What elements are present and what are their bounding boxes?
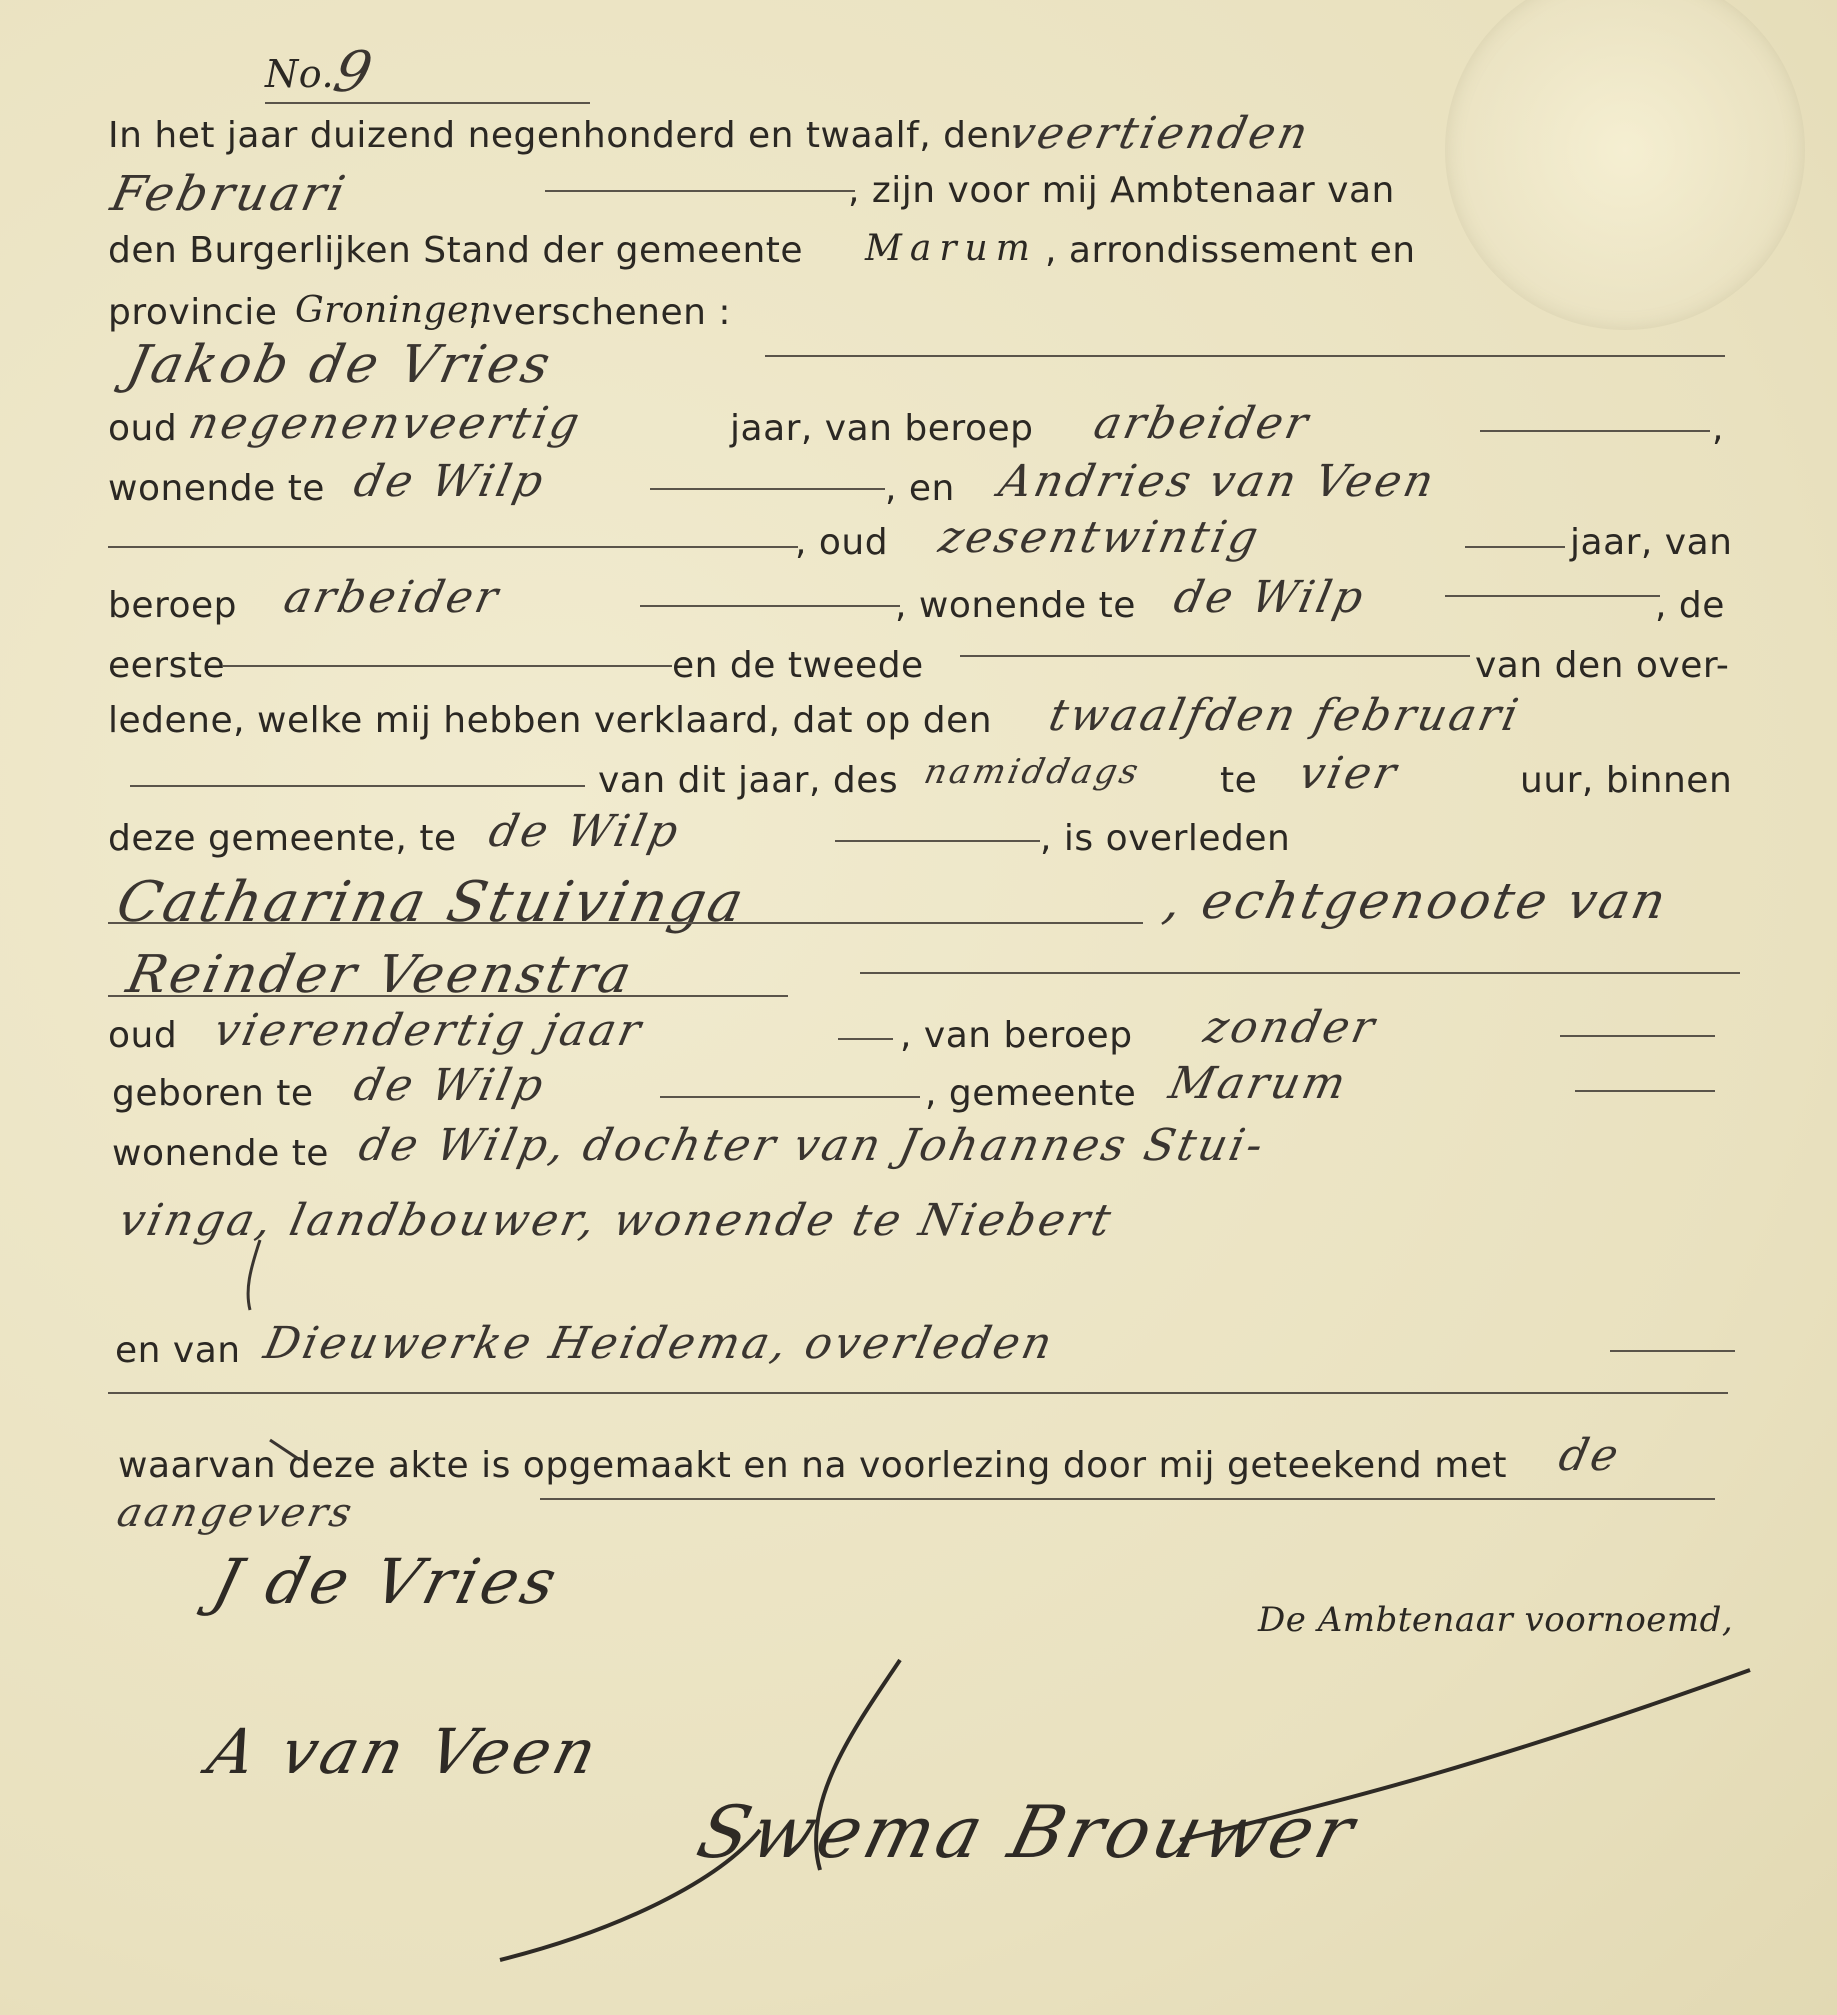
declarant-2-name: Andries van Veen: [994, 456, 1441, 507]
fill-line: [540, 1498, 1715, 1500]
province-name: Groningen: [295, 290, 493, 331]
line-6-text: jaar, van beroep: [730, 408, 1034, 449]
fill-line: [1480, 430, 1710, 432]
uur-label: uur, binnen: [1520, 760, 1733, 801]
fill-line: [650, 488, 885, 490]
father-details: vinga, landbouwer, wonende te Niebert: [114, 1195, 1119, 1246]
fill-line: [130, 785, 585, 787]
embossed-seal: [1445, 0, 1805, 330]
fill-line: [1445, 595, 1660, 597]
jaar-label: jaar, van: [1570, 522, 1733, 563]
oud-label-3: oud: [108, 1015, 178, 1056]
spouse-relation: , echtgenoote van: [1158, 872, 1674, 930]
en-label: , en: [885, 468, 955, 509]
declarant-2-residence: de Wilp: [1169, 572, 1371, 623]
deceased-residence-parents: de Wilp, dochter van Johannes Stui-: [354, 1120, 1271, 1171]
tweede-label: en de tweede: [672, 645, 924, 686]
line-11-text: ledene, welke mij hebben verklaard, dat op den: [108, 700, 993, 741]
record-number-value: 9: [328, 40, 381, 105]
comma: ,: [1712, 408, 1724, 449]
geboren-label: geboren te: [112, 1073, 314, 1114]
line-4-text-b: , verschenen :: [468, 292, 732, 333]
fill-line: [640, 605, 900, 607]
declarant-1-residence: de Wilp: [349, 456, 551, 507]
wonende-label: wonende te: [108, 468, 325, 509]
line-3-text-b: , arrondissement en: [1045, 230, 1416, 271]
line-3-text: den Burgerlijken Stand der gemeente: [108, 230, 804, 271]
signature-andries-van-veen: A van Veen: [200, 1715, 608, 1788]
line-13-text: deze gemeente, te: [108, 818, 457, 859]
eerste-label: eerste: [108, 645, 226, 686]
oud-label-2: , oud: [795, 522, 889, 563]
line-4-text: provincie: [108, 292, 278, 333]
deceased-occupation: zonder: [1199, 1002, 1382, 1053]
spouse-name: Reinder Veenstra: [121, 945, 640, 1005]
declarant-1-name: Jakob de Vries: [121, 335, 558, 395]
deceased-underline: [108, 922, 1143, 924]
fill-line: [222, 665, 672, 667]
birth-place: de Wilp: [349, 1060, 551, 1111]
fill-line: [108, 1392, 1728, 1394]
declarant-2-age: zesentwintig: [934, 512, 1266, 563]
deceased-age: vierendertig jaar: [209, 1005, 649, 1056]
fill-line: [960, 655, 1470, 657]
death-month: Februari: [106, 166, 353, 222]
fill-line: [1575, 1090, 1715, 1092]
deceased-name: Catharina Stuivinga: [111, 870, 752, 935]
mother-details: Dieuwerke Heidema, overleden: [259, 1318, 1060, 1369]
fill-line: [108, 546, 798, 548]
signature-jakob-de-vries: J de Vries: [205, 1545, 568, 1618]
wonende-label-2: , wonende te: [895, 585, 1136, 626]
death-day: veertienden: [1004, 108, 1316, 159]
wonende-label-3: wonende te: [112, 1133, 329, 1174]
number-underline: [265, 102, 590, 104]
line-1-text: In het jaar duizend negenhonderd en twaalf, den: [108, 115, 1013, 156]
municipality-name: Marum: [865, 228, 1038, 269]
hour: vier: [1294, 748, 1404, 799]
fill-line: [545, 190, 855, 192]
fill-line: [1610, 1350, 1735, 1352]
beroep-label: beroep: [108, 585, 238, 626]
en-van-label: en van: [115, 1330, 241, 1371]
fill-line: [108, 995, 788, 997]
declarant-2-occupation: arbeider: [279, 572, 506, 623]
record-number-label: No.: [265, 52, 335, 96]
time-of-day: namiddags: [920, 752, 1145, 792]
fill-line: [765, 355, 1725, 357]
death-place: de Wilp: [484, 806, 686, 857]
over-label: van den over-: [1475, 645, 1730, 686]
oud-label: oud: [108, 408, 178, 449]
official-label: De Ambtenaar voornoemd,: [1258, 1600, 1734, 1640]
fill-line: [838, 1038, 893, 1040]
fill-line: [660, 1096, 920, 1098]
death-date: twaalfden februari: [1044, 690, 1526, 741]
line-12-text: van dit jaar, des: [598, 760, 899, 801]
te-label: te: [1220, 760, 1258, 801]
fill-line: [1560, 1035, 1715, 1037]
gemeente-label: , gemeente: [925, 1073, 1137, 1114]
declarant-1-occupation: arbeider: [1089, 398, 1316, 449]
line-21-text: waarvan deze akte is opgemaakt en na voorlezing door mij geteekend met: [118, 1445, 1508, 1486]
signers: aangevers: [113, 1490, 359, 1536]
de-label: , de: [1655, 585, 1725, 626]
signature-official: Swema Brouwer: [689, 1790, 1366, 1874]
beroep-label-2: , van beroep: [900, 1015, 1133, 1056]
fill-line: [1465, 546, 1565, 548]
overleden-label: , is overleden: [1040, 818, 1291, 859]
declarant-1-age: negenenveertig: [184, 398, 587, 449]
fill-line: [835, 840, 1040, 842]
signed-with: de: [1554, 1430, 1626, 1481]
line-2-text: , zijn voor mij Ambtenaar van: [848, 170, 1395, 211]
fill-line: [860, 972, 1740, 974]
birth-municipality: Marum: [1164, 1058, 1353, 1109]
